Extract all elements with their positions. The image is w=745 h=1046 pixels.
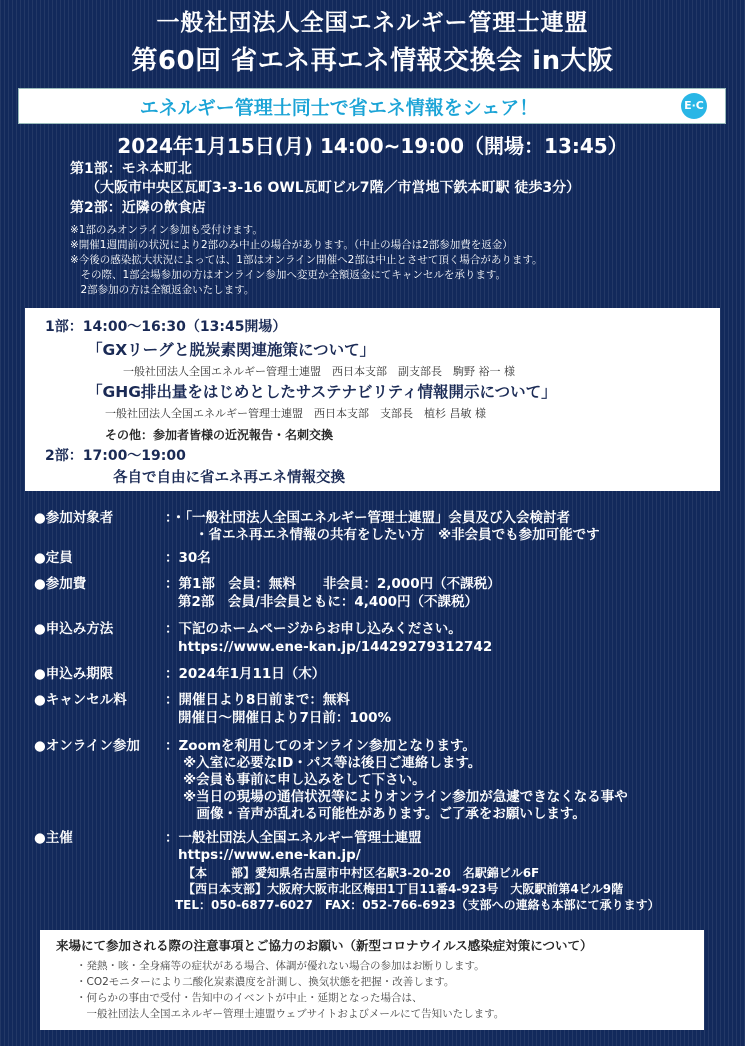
program-part2-header: 2部：17:00～19:00 [45, 448, 186, 464]
notice-item: ・発熱・咳・全身痛等の症状がある場合、体調が優れない場合の参加はお断りします。 [76, 960, 485, 972]
apply-label: ●申込み方法 [34, 621, 114, 637]
fee-value: ：第1部 会員：無料 非会員：2,000円（不課税） [165, 576, 501, 592]
program-other: その他：参加者皆様の近況報告・名刺交換 [105, 428, 334, 442]
target-label: ●参加対象者 [34, 510, 114, 526]
host-url[interactable]: https://www.ene-kan.jp/ [178, 847, 361, 863]
capacity-value: ：30名 [165, 550, 211, 566]
online-value: ※入室に必要なID・パス等は後日ご連絡します。 [183, 755, 482, 771]
fee-label: ●参加費 [34, 576, 87, 592]
target-value: ：・「一般社団法人全国エネルギー管理士連盟」会員及び入会検討者 [165, 510, 570, 526]
venue-part2: 第2部：近隣の飲食店 [70, 200, 206, 216]
capacity-label: ●定員 [34, 550, 73, 566]
cancel-value: 開催日～開催日より7日前：100% [178, 710, 392, 726]
venue-part1-address: （大阪市中央区瓦町3-3-16 OWL瓦町ビル7階／市営地下鉄本町駅 徒歩3分） [86, 180, 581, 196]
host-value: ：一般社団法人全国エネルギー管理士連盟 [165, 830, 422, 846]
program-part2-desc: 各自で自由に省エネ再エネ情報交換 [113, 470, 345, 486]
note-item: ※今後の感染拡大状況によっては、1部はオンライン開催へ2部は中止とさせて頂く場合があります。 [70, 254, 543, 266]
notes-list [70, 223, 735, 298]
online-label: ●オンライン参加 [34, 738, 140, 754]
apply-url[interactable]: https://www.ene-kan.jp/14429279312742 [178, 639, 493, 655]
organization-title: 一般社団法人全国エネルギー管理士連盟 [156, 10, 589, 36]
program-box [25, 308, 720, 491]
cancel-value: ：開催日より8日前まで：無料 [165, 692, 350, 708]
smiley-logo-icon: E·C [681, 93, 707, 119]
deadline-label: ●申込み期限 [34, 666, 114, 682]
online-value: ：Zoomを利用してのオンライン参加となります。 [165, 738, 476, 754]
deadline-value: ：2024年1月11日（木） [165, 666, 326, 682]
talk1-speaker: 一般社団法人全国エネルギー管理士連盟 西日本支部 副支部長 駒野 裕一 様 [123, 365, 515, 378]
event-datetime: 2024年1月15日(月) 14:00~19:00（開場：13:45） [117, 134, 628, 158]
tagline-banner [18, 88, 726, 124]
target-value: ・省エネ再エネ情報の共有をしたい方 ※非会員でも参加可能です [195, 527, 600, 543]
notice-title: 来場にて参加される際の注意事項とご協力のお願い（新型コロナウイルス感染症対策について） [56, 938, 593, 953]
talk2-speaker: 一般社団法人全国エネルギー管理士連盟 西日本支部 支部長 植杉 昌敏 様 [105, 407, 486, 420]
online-value: ※会員も事前に申し込みをして下さい。 [183, 772, 426, 788]
notice-item: ・CO2モニターにより二酸化炭素濃度を計測し、換気状態を把握・改善します。 [76, 976, 455, 988]
venue-part1: 第1部：モネ本町北 [70, 161, 192, 177]
covid-notice-box [40, 930, 704, 1030]
tagline-text: エネルギー管理士同士で省エネ情報をシェア！ [139, 97, 539, 119]
talk2-title: 「GHG排出量をはじめとしたサステナビリティ情報開示について」 [87, 383, 557, 401]
apply-value: ：下記のホームページからお申し込みください。 [165, 621, 462, 637]
note-item: ※1部のみオンライン参加も受付けます。 [70, 224, 263, 236]
note-item: 2部参加の方は全額返金いたします。 [70, 284, 255, 296]
online-value: 画像・音声が乱れる可能性があります。ご了承をお願いします。 [183, 806, 586, 822]
notice-item: 一般社団法人全国エネルギー管理士連盟ウェブサイトおよびメールにて告知いたします。 [76, 1008, 505, 1020]
host-address: 【本 部】愛知県名古屋市中村区名駅3-20-20 名駅錦ビル6F [183, 866, 540, 880]
program-part1-header: 1部：14:00～16:30（13:45開場） [45, 319, 287, 335]
event-title: 第60回 省エネ再エネ情報交換会 in大阪 [131, 46, 614, 76]
cancel-label: ●キャンセル料 [34, 692, 127, 708]
notice-item: ・何らかの事由で受付・告知中のイベントが中止・延期となった場合は、 [76, 992, 423, 1004]
host-label: ●主催 [34, 830, 73, 846]
talk1-title: 「GXリーグと脱炭素関連施策について」 [87, 341, 376, 359]
fee-value: 第2部 会員/非会員ともに：4,400円（不課税） [178, 594, 479, 610]
host-address: 【西日本支部】大阪府大阪市北区梅田1丁目11番4-923号 大阪駅前第4ビル9階 [183, 882, 624, 896]
note-item: その際、1部会場参加の方はオンライン参加へ変更か全額返金にてキャンセルを承ります。 [70, 269, 507, 281]
host-contact: TEL：050-6877-6027 FAX：052-766-6923（支部への連絡も本部にて承ります） [175, 898, 660, 912]
online-value: ※当日の現場の通信状況等によりオンライン参加が急遽できなくなる事や [183, 789, 628, 805]
note-item: ※開催1週間前の状況により2部のみ中止の場合があります。（中止の場合は2部参加費を返金） [70, 239, 513, 251]
